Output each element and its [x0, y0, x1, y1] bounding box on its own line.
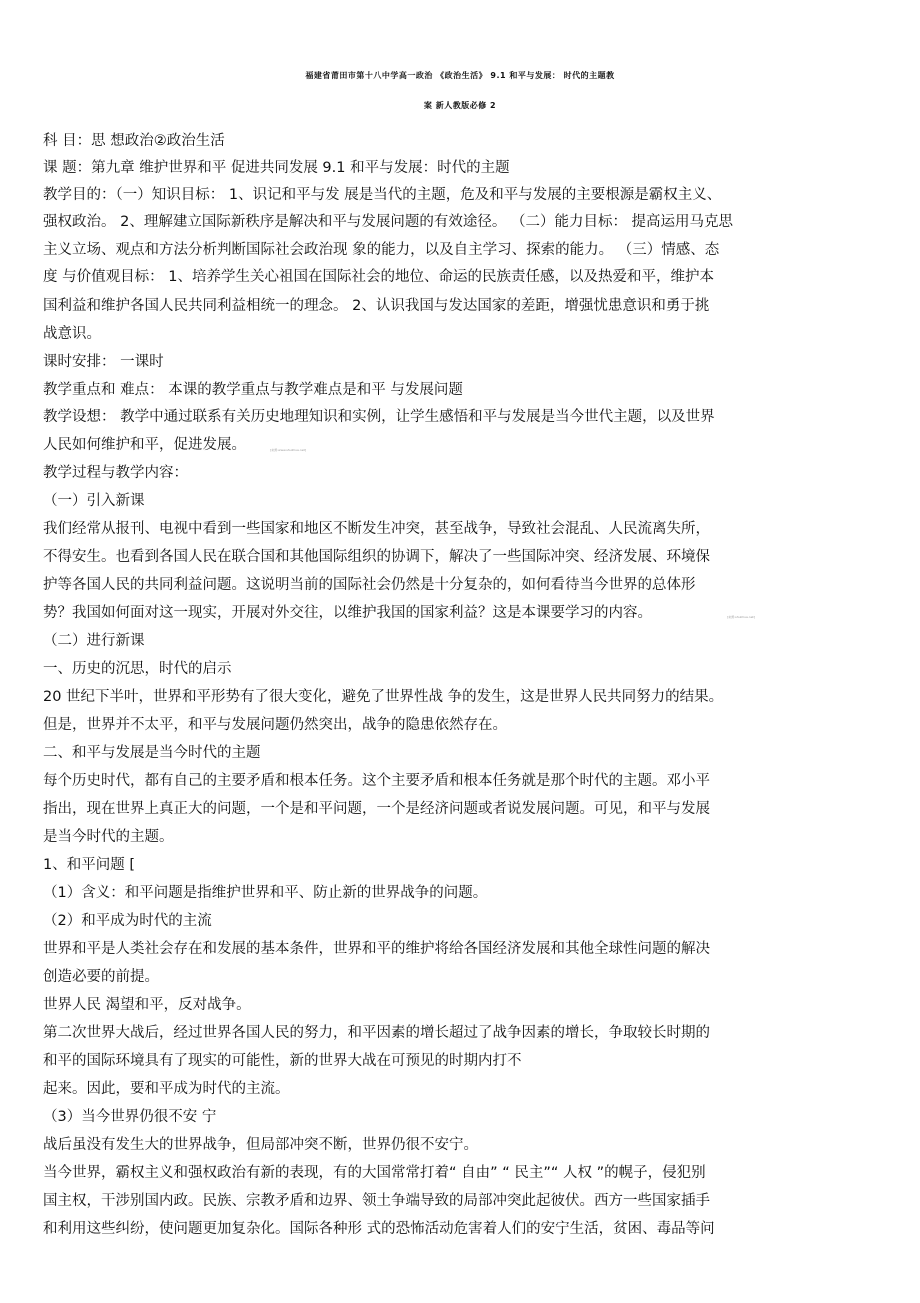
- watermark-1: [来源:www.shulihua.net]: [270, 448, 306, 452]
- line-new-lesson-heading: （二）进行新课: [43, 633, 145, 649]
- line-design-2: 人民如何维护和平，促进发展。: [43, 437, 246, 453]
- line-peace-mainstream-5: 和平的国际环境具有了现实的可能性，新的世界大战在可预见的时期内打不: [43, 1053, 522, 1069]
- line-intro-4: 势？我国如何面对这一现实，开展对外交往，以维护我国的国家利益？这是本课要学习的内容。: [43, 605, 652, 621]
- line-section-1-1: 20 世纪下半叶，世界和平形势有了很大变化，避免了世界性战 争的发生，这是世界人民共同努力的结果。: [43, 689, 724, 705]
- line-objectives-5: 国利益和维护各国人民共同利益相统一的理念。 2、认识我国与发达国家的差距，增强忧患意识和勇于挑: [43, 298, 710, 314]
- watermark-2: [来源:shulihua.net]: [727, 615, 755, 619]
- line-objectives-3: 主义立场、观点和方法分析判断国际社会政治现 象的能力，以及自主学习、探索的能力。 （三）情感、态: [43, 242, 720, 258]
- line-peace-mainstream-2: 创造必要的前提。: [43, 969, 159, 985]
- line-peace-mainstream-6: 起来。因此，要和平成为时代的主流。: [43, 1081, 290, 1097]
- line-peace-mainstream-4: 第二次世界大战后，经过世界各国人民的努力，和平因素的增长超过了战争因素的增长，争取较长时期的: [43, 1025, 710, 1041]
- line-schedule: 课时安排： 一课时: [43, 354, 164, 370]
- line-key-points: 教学重点和 难点： 本课的教学重点与教学难点是和平 与发展问题: [43, 382, 463, 398]
- line-peace-definition: （1）含义：和平问题是指维护世界和平、防止新的世界战争的问题。: [43, 885, 488, 901]
- line-unrest-2: 当今世界，霸权主义和强权政治有新的表现，有的大国常常打着“ 自由” “ 民主”“ 人权 ”的幌子，侵犯别: [43, 1165, 706, 1181]
- line-unrest-1: 战后虽没有发生大的世界战争，但局部冲突不断，世界仍很不安宁。: [43, 1137, 478, 1153]
- line-peace-mainstream-3: 世界人民 渴望和平，反对战争。: [43, 997, 251, 1013]
- line-intro-1: 我们经常从报刊、电视中看到一些国家和地区不断发生冲突，甚至战争，导致社会混乱、人民流离失所，: [43, 521, 710, 537]
- line-subject: 科 目：思 想政治②政治生活: [43, 133, 225, 149]
- line-objectives-4: 度 与价值观目标： 1、培养学生关心祖国在国际社会的地位、命运的民族责任感，以及热爱和平，维护本: [43, 269, 714, 285]
- line-unrest-3: 国主权，干涉别国内政。民族、宗教矛盾和边界、领土争端导致的局部冲突此起彼伏。西方一些国家插手: [43, 1193, 710, 1209]
- line-intro-2: 不得安生。也看到各国人民在联合国和其他国际组织的协调下，解决了一些国际冲突、经济发展、环境保: [43, 549, 710, 565]
- line-objectives-1: 教学目的：（一）知识目标： 1、识记和平与发 展是当代的主题，危及和平与发展的主要根源是霸权主义、: [43, 187, 722, 203]
- line-design-1: 教学设想： 教学中通过联系有关历史地理知识和实例，让学生感悟和平与发展是当今世代主题，以及世界: [43, 409, 715, 425]
- line-section-2-2: 指出，现在世界上真正大的问题，一个是和平问题，一个是经济问题或者说发展问题。可见，和平与发展: [43, 801, 710, 817]
- line-peace-mainstream-1: 世界和平是人类社会存在和发展的基本条件，世界和平的维护将给各国经济发展和其他全球性问题的解决: [43, 941, 710, 957]
- line-peace-mainstream-heading: （2）和平成为时代的主流: [43, 913, 212, 929]
- line-section-2-heading: 二、和平与发展是当今时代的主题: [43, 745, 261, 761]
- line-unrest-4: 和利用这些纠纷，使问题更加复杂化。国际各种形 式的恐怖活动危害着人们的安宁生活，贫困、毒品等问: [43, 1221, 715, 1237]
- line-unrest-heading: （3）当今世界仍很不安 宁: [43, 1109, 217, 1125]
- line-process-heading: 教学过程与教学内容：: [43, 465, 188, 481]
- document-title-line-2: 案 新人教版必修 2: [423, 101, 497, 110]
- line-section-1-heading: 一、历史的沉思，时代的启示: [43, 661, 232, 677]
- line-section-2-3: 是当今时代的主题。: [43, 829, 174, 845]
- line-section-1-2: 但是，世界并不太平，和平与发展问题仍然突出，战争的隐患依然存在。: [43, 717, 507, 733]
- line-intro-3: 护等各国人民的共同利益问题。这说明当前的国际社会仍然是十分复杂的，如何看待当今世界的总体形: [43, 577, 696, 593]
- line-peace-heading: 1、和平问题 [: [43, 857, 135, 873]
- line-objectives-6: 战意识。: [43, 326, 101, 342]
- line-intro-heading: （一）引入新课: [43, 493, 145, 509]
- line-section-2-1: 每个历史时代，都有自己的主要矛盾和根本任务。这个主要矛盾和根本任务就是那个时代的主题。邓小平: [43, 773, 710, 789]
- line-topic: 课 题：第九章 维护世界和平 促进共同发展 9.1 和平与发展：时代的主题: [43, 160, 510, 176]
- document-title-line-1: 福建省莆田市第十八中学高一政治 《政治生活》 9.1 和平与发展： 时代的主题教: [305, 71, 615, 80]
- line-objectives-2: 强权政治。 2、理解建立国际新秩序是解决和平与发展问题的有效途径。 （二）能力目标： 提高运用马克思: [43, 214, 734, 230]
